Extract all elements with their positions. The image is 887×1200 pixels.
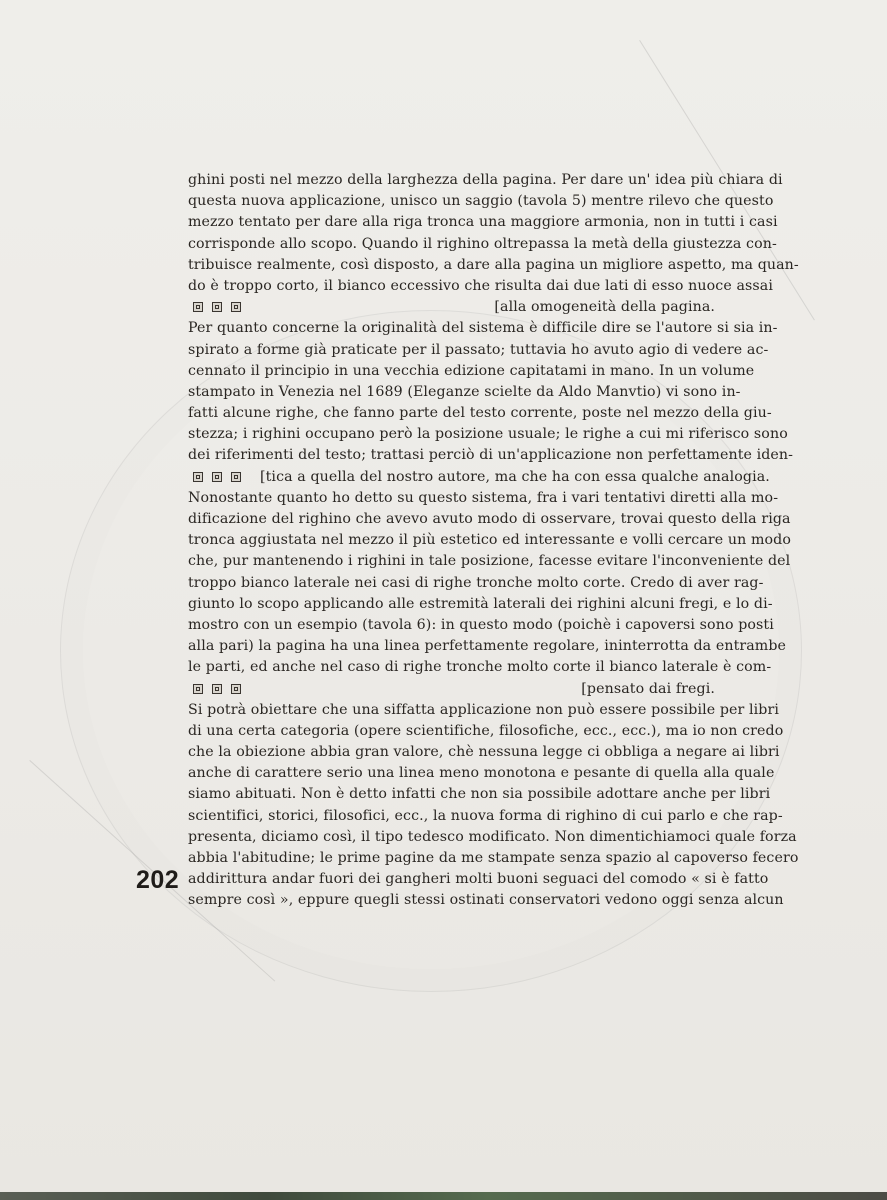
text-line: scientifici, storici, filosofici, ecc., la nuova forma di righino di cui parlo e che rap-	[188, 807, 783, 824]
body-text	[188, 170, 799, 912]
fregio-ornament-icon	[231, 302, 241, 312]
page-number: 202	[136, 866, 180, 894]
fregio-ornament-icon	[193, 472, 203, 482]
text-line: stampato in Venezia nel 1689 (Eleganze scielte da Aldo Manvtio) vi sono in-	[188, 383, 741, 400]
text-line: che la obiezione abbia gran valore, chè nessuna legge ci obbliga a negare ai libri	[188, 744, 780, 761]
text-line: che, pur mantenendo i righini in tale posizione, facesse evitare l'inconveniente del	[188, 553, 791, 570]
text-line: tribuisce realmente, così disposto, a dare alla pagina un migliore aspetto, ma quan-	[188, 256, 799, 273]
text-line: tronca aggiustata nel mezzo il più estetico ed interessante e volli cercare un modo	[188, 532, 791, 549]
text-line: addirittura andar fuori dei gangheri molti buoni seguaci del comodo « si è fatto	[188, 871, 769, 888]
text-line-tronca: [alla omogeneità della pagina.	[494, 299, 715, 316]
text-line: Si potrà obiettare che una siffatta applicazione non può essere possibile per libri	[188, 701, 779, 718]
text-line: giunto lo scopo applicando alle estremità laterali dei righini alcuni fregi, e lo di-	[188, 595, 773, 612]
text-line: questa nuova applicazione, unisco un saggio (tavola 5) mentre rilevo che questo	[188, 193, 774, 210]
text-line: anche di carattere serio una linea meno monotona e pesante di quella alla quale	[188, 765, 775, 782]
fregi-group	[193, 684, 241, 694]
fregio-ornament-icon	[193, 302, 203, 312]
text-line: stezza; i righini occupano però la posizione usuale; le righe a cui mi riferisco sono	[188, 426, 788, 443]
fregi-group	[193, 472, 241, 482]
text-line: fatti alcune righe, che fanno parte del testo corrente, poste nel mezzo della giu-	[188, 405, 772, 422]
text-line-tronca: [pensato dai fregi.	[581, 680, 715, 697]
text-line: alla pari) la pagina ha una linea perfettamente regolare, ininterrotta da entrambe	[188, 638, 787, 655]
text-line: corrisponde allo scopo. Quando il righino oltrepassa la metà della giustezza con-	[188, 235, 777, 252]
text-line: di una certa categoria (opere scientifiche, filosofiche, ecc., ecc.), ma io non credo	[188, 722, 784, 739]
text-line: abbia l'abitudine; le prime pagine da me stampate senza spazio al capoverso fecero	[188, 850, 799, 866]
text-line: spirato a forme già praticate per il passato; tuttavia ho avuto agio di vedere ac-	[188, 341, 769, 358]
fregio-ornament-icon	[193, 684, 203, 694]
page-bottom-edge	[0, 1192, 887, 1200]
fregi-line	[188, 297, 715, 318]
text-line: Per quanto concerne la originalità del sistema è difficile dire se l'autore si sia in-	[188, 320, 778, 337]
fregio-ornament-icon	[212, 302, 222, 312]
fregi-group	[193, 302, 241, 312]
text-line: presenta, diciamo così, il tipo tedesco modificato. Non dimentichiamoci quale forza	[188, 828, 797, 845]
fregio-ornament-icon	[212, 684, 222, 694]
fregi-line	[188, 679, 715, 700]
text-line: Nonostante quanto ho detto su questo sistema, fra i vari tentativi diretti alla mo-	[188, 489, 779, 506]
text-line: ghini posti nel mezzo della larghezza della pagina. Per dare un' idea più chiara di	[188, 172, 783, 188]
text-line-tronca: [tica a quella del nostro autore, ma che ha con essa qualche analogia.	[260, 468, 770, 485]
text-line: mostro con un esempio (tavola 6): in questo modo (poichè i capoversi sono posti	[188, 616, 774, 633]
fregio-ornament-icon	[231, 684, 241, 694]
text-line: cennato il principio in una vecchia edizione capitatami in mano. In un volume	[188, 362, 755, 379]
text-line: dei riferimenti del testo; trattasi perciò di un'applicazione non perfettamente iden-	[188, 447, 794, 464]
text-line: mezzo tentato per dare alla riga tronca una maggiore armonia, non in tutti i casi	[188, 214, 778, 231]
text-line: le parti, ed anche nel caso di righe tronche molto corte il bianco laterale è com-	[188, 659, 772, 676]
text-line: siamo abituati. Non è detto infatti che non sia possibile adottare anche per libri	[188, 786, 771, 803]
text-line: troppo bianco laterale nei casi di righe tronche molto corte. Credo di aver rag-	[188, 574, 764, 591]
text-line: do è troppo corto, il bianco eccessivo che risulta dai due lati di esso nuoce assai	[188, 277, 773, 294]
text-line: sempre così », eppure quegli stessi ostinati conservatori vedono oggi senza alcun	[188, 892, 784, 909]
fregio-ornament-icon	[212, 472, 222, 482]
text-line: dificazione del righino che avevo avuto modo di osservare, trovai questo della riga	[188, 511, 791, 527]
fregi-line	[188, 467, 770, 488]
fregio-ornament-icon	[231, 472, 241, 482]
